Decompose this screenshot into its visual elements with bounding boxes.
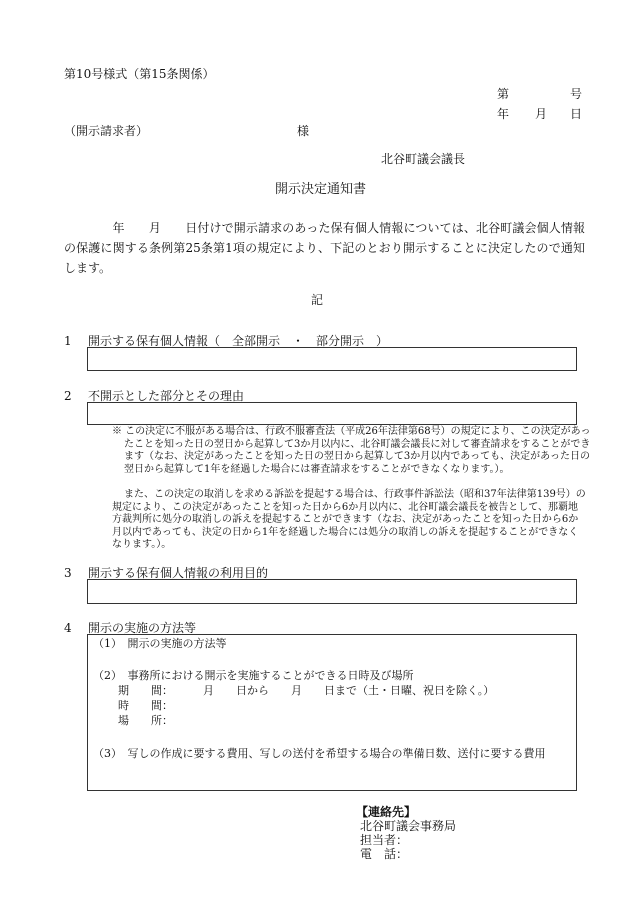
method-item-1: （1） 開示の実施の方法等 (93, 637, 227, 650)
time-label: 時 間： (118, 699, 173, 712)
requester-label: （開示請求者） (64, 124, 149, 138)
contact-heading: 【連絡先】 (356, 805, 417, 819)
contact-person: 担当者： (360, 833, 409, 847)
section4-number: 4 (64, 621, 72, 635)
doc-number-suffix: 号 (570, 87, 583, 101)
doc-number-prefix: 第 (497, 87, 510, 101)
appeal-note: ※ この決定に不服がある場合は、行政不服審査法（平成26年法律第68号）の規定により、この決定があったことを知った日の翌日から起算して3か月以内に、北谷町議会議長に対して審査請求をすることができます（なお、決定があったことを知った日の翌日から起算して3か月以内であっても、決定があった日の翌日から起算して1年を経過した場合には審査請求をすることができなくなります。）。 (112, 426, 591, 475)
section2-number: 2 (64, 389, 72, 403)
section1-number: 1 (64, 334, 72, 348)
honorific: 様 (297, 124, 310, 138)
period-label: 期 間： (118, 684, 173, 697)
section3-number: 3 (64, 566, 72, 580)
section3-field (87, 579, 577, 604)
form-number: 第10号様式（第15条関係） (64, 67, 215, 81)
section2-field (87, 402, 577, 425)
issuer-name: 北谷町議会議長 (381, 152, 466, 166)
date-day: 日 (570, 107, 583, 121)
method-item-3: （3） 写しの作成に要する費用、写しの送付を希望する場合の準備日数、送付に要する費用 (93, 747, 546, 760)
place-label: 場 所： (118, 714, 173, 727)
date-month: 月 (535, 107, 548, 121)
section1-label: 開示する保有個人情報（ 全部開示 ・ 部分開示 ） (88, 334, 389, 348)
contact-office: 北谷町議会事務局 (360, 819, 457, 833)
section1-field (87, 347, 577, 371)
method-item-2: （2） 事務所における開示を実施することができる日時及び場所 (93, 669, 414, 682)
section4-label: 開示の実施の方法等 (88, 621, 197, 635)
section2-label: 不開示とした部分とその理由 (88, 389, 245, 403)
intro-paragraph: 年 月 日付けで開示請求のあった保有個人情報については、北谷町議会個人情報の保護に関する条例第25条第1項の規定により、下記のとおり開示することに決定したので通知します。 (64, 221, 585, 275)
ki-marker: 記 (311, 293, 324, 307)
period-value: 月 日から 月 日まで（土・日曜、祝日を除く。） (203, 684, 495, 697)
date-year: 年 (497, 107, 510, 121)
lawsuit-note: また、この決定の取消しを求める訴訟を提起する場合は、行政事件訴訟法（昭和37年法律第139号）の規定により、この決定があったことを知った日から6か月以内に、北谷町議会議長を被告として、那覇地方裁判所に処分の取消しの訴えを提起することができます（なお、決定があったことを知った日から6か月以内であっても、決定の日から1年を経過した場合には処分の取消しの訴えを提起することができなくなります。）。 (112, 489, 586, 550)
contact-phone: 電 話： (360, 847, 409, 861)
page-title: 開示決定通知書 (275, 182, 367, 197)
section3-label: 開示する保有個人情報の利用目的 (88, 566, 269, 580)
